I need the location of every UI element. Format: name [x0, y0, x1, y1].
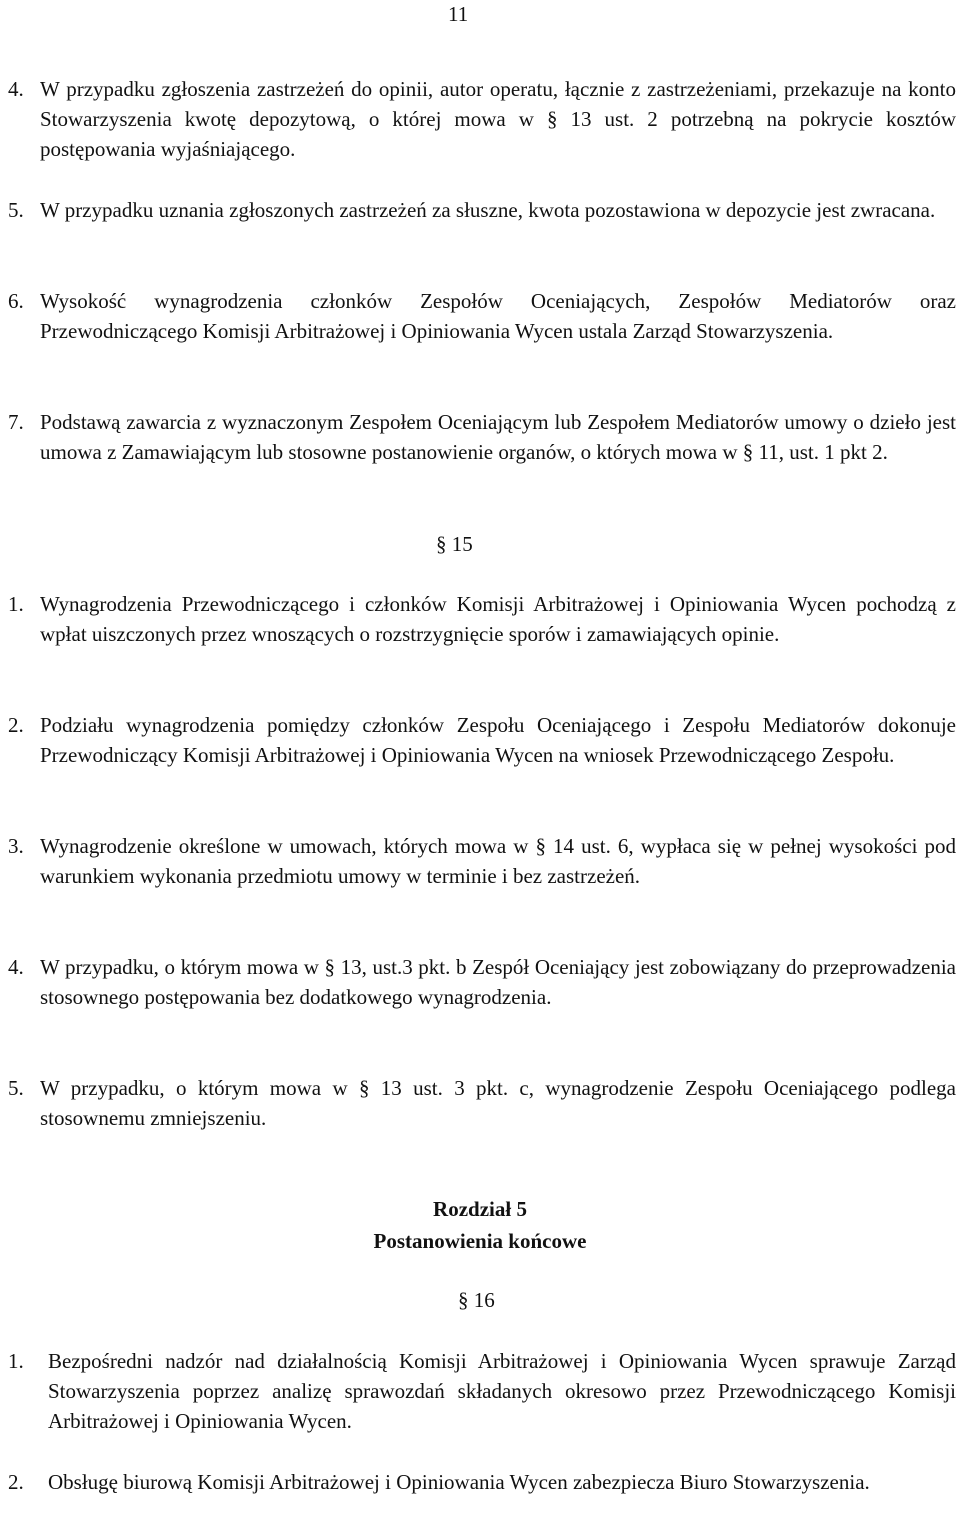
item-text: W przypadku, o którym mowa w § 13, ust.3 pkt. b Zespół Oceniający jest zobowiązany do przeprowadzenia stosownego postępowania bez dodatkowego wynagrodzenia.	[40, 955, 956, 1009]
item-number: 7.	[8, 410, 24, 434]
section-heading: § 16	[458, 1288, 495, 1312]
item-number: 2.	[8, 713, 24, 737]
item-number: 6.	[8, 289, 24, 313]
item-number: 5.	[8, 1076, 24, 1100]
paragraph-item	[8, 407, 956, 467]
item-text: W przypadku uznania zgłoszonych zastrzeżeń za słuszne, kwota pozostawiona w depozycie jest zwracana.	[40, 198, 936, 222]
chapter-title: Postanowienia końcowe	[373, 1229, 587, 1253]
item-text: Wysokość wynagrodzenia członków Zespołów Oceniających, Zespołów Mediatorów oraz Przewodniczącego Komisji Arbitrażowej i Opiniowania Wycen ustala Zarząd Stowarzyszenia.	[40, 289, 956, 343]
paragraph-item	[8, 195, 956, 225]
paragraph-item	[8, 1346, 956, 1436]
chapter-number: Rozdział 5	[433, 1197, 527, 1221]
paragraph-item	[8, 1467, 956, 1497]
paragraph-item	[8, 589, 956, 649]
section-heading: § 15	[436, 532, 473, 556]
paragraph-item	[8, 286, 956, 346]
item-number: 3.	[8, 834, 24, 858]
item-number: 1.	[8, 592, 24, 616]
paragraph-item	[8, 831, 956, 891]
item-text: Wynagrodzenia Przewodniczącego i członków Komisji Arbitrażowej i Opiniowania Wycen pochodzą z wpłat uiszczonych przez wnoszących o rozstrzygnięcie sporów i zamawiających opinie.	[40, 592, 956, 646]
page-number: 11	[448, 2, 469, 26]
item-text: W przypadku, o którym mowa w § 13 ust. 3 pkt. c, wynagrodzenie Zespołu Oceniającego podlega stosownemu zmniejszeniu.	[40, 1076, 956, 1130]
item-number: 5.	[8, 198, 24, 222]
paragraph-item	[8, 710, 956, 770]
item-number: 4.	[8, 955, 24, 979]
item-text: Podziału wynagrodzenia pomiędzy członków Zespołu Oceniającego i Zespołu Mediatorów dokonuje Przewodniczący Komisji Arbitrażowej i Opiniowania Wycen na wniosek Przewodniczącego Zespołu.	[40, 713, 956, 767]
paragraph-item	[8, 952, 956, 1012]
item-text: Obsługę biurową Komisji Arbitrażowej i Opiniowania Wycen zabezpiecza Biuro Stowarzyszenia.	[48, 1470, 870, 1494]
item-number: 1.	[8, 1349, 24, 1373]
item-text: Podstawą zawarcia z wyznaczonym Zespołem Oceniającym lub Zespołem Mediatorów umowy o dzieło jest umowa z Zamawiającym lub stosowne postanowienie organów, o których mowa w § 11, ust. 1 pkt 2.	[40, 410, 956, 464]
item-number: 2.	[8, 1470, 24, 1494]
item-text: W przypadku zgłoszenia zastrzeżeń do opinii, autor operatu, łącznie z zastrzeżeniami, przekazuje na konto Stowarzyszenia kwotę depozytową, o której mowa w § 13 ust. 2 potrzebną na pokrycie kosztów postępowania wyjaśniającego.	[40, 77, 956, 161]
item-text: Wynagrodzenie określone w umowach, których mowa w § 14 ust. 6, wypłaca się w pełnej wysokości pod warunkiem wykonania przedmiotu umowy w terminie i bez zastrzeżeń.	[40, 834, 956, 888]
paragraph-item	[8, 1073, 956, 1133]
item-text: Bezpośredni nadzór nad działalnością Komisji Arbitrażowej i Opiniowania Wycen sprawuje Zarząd Stowarzyszenia poprzez analizę sprawozdań składanych okresowo przez Przewodniczącego Komisji Arbitrażowej i Opiniowania Wycen.	[48, 1349, 956, 1433]
item-number: 4.	[8, 77, 24, 101]
paragraph-item	[8, 74, 956, 164]
